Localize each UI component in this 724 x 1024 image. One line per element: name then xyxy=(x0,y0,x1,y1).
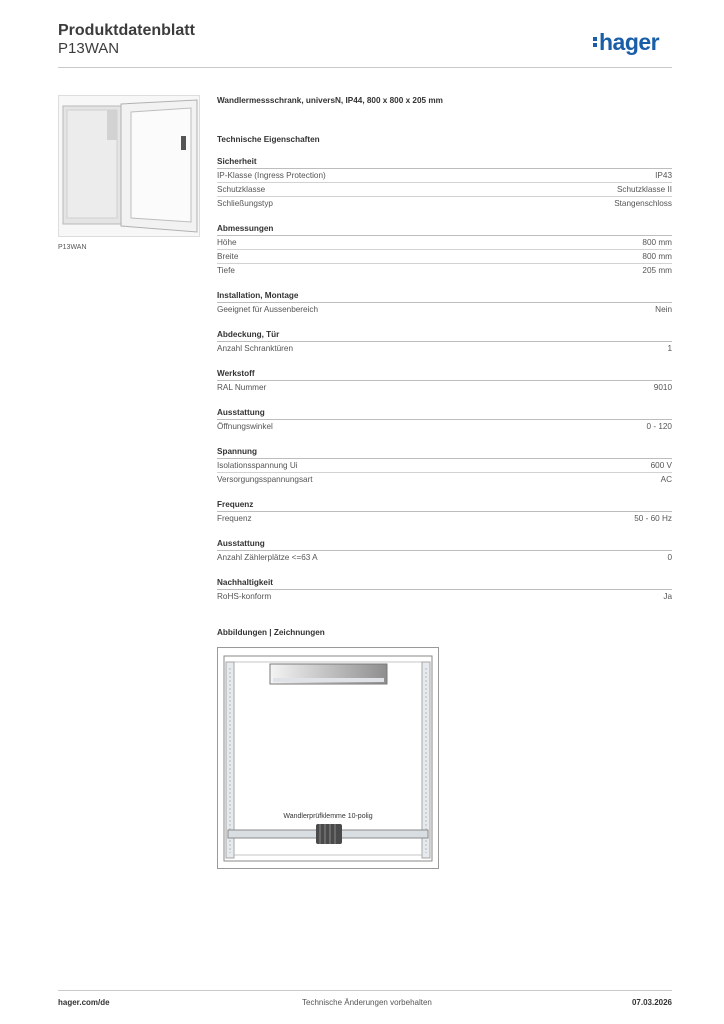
section-gap xyxy=(217,487,672,500)
drawings-heading: Abbildungen | Zeichnungen xyxy=(217,628,325,637)
section-gap xyxy=(217,356,672,369)
spec-row xyxy=(217,236,672,250)
section-title: Nachhaltigkeit xyxy=(217,578,672,590)
spec-label: RoHS-konform xyxy=(217,592,272,601)
header-divider xyxy=(58,67,672,68)
spec-row xyxy=(217,420,672,434)
photo-caption: P13WAN xyxy=(58,244,87,251)
section-gap xyxy=(217,526,672,539)
section-gap xyxy=(217,604,672,617)
spec-value: AC xyxy=(660,475,672,484)
spec-value: Schutzklasse II xyxy=(616,185,672,194)
spec-row xyxy=(217,264,672,278)
section-title: Abmessungen xyxy=(217,224,672,236)
footer-website-link[interactable]: hager.com/de xyxy=(58,998,110,1007)
spec-row xyxy=(217,590,672,604)
section-title: Ausstattung xyxy=(217,408,672,420)
spec-label: Öffnungswinkel xyxy=(217,422,273,431)
spec-label: Frequenz xyxy=(217,514,252,523)
spec-row xyxy=(217,512,672,526)
section-title: Frequenz xyxy=(217,500,672,512)
terminal-label: Wandlerprüfklemme 10-polig xyxy=(283,813,373,820)
spec-label: Anzahl Schranktüren xyxy=(217,344,294,353)
cabinet-drawing-icon xyxy=(218,648,438,868)
spec-row xyxy=(217,342,672,356)
spec-label: Höhe xyxy=(217,238,237,247)
spec-value: 0 xyxy=(667,553,672,562)
section-title: Werkstoff xyxy=(217,369,672,381)
spec-sections xyxy=(217,157,672,617)
spec-row xyxy=(217,459,672,473)
product-photo xyxy=(58,95,200,237)
spec-value: 800 mm xyxy=(642,252,672,261)
spec-label: Breite xyxy=(217,252,239,261)
section-title: Sicherheit xyxy=(217,157,672,169)
logo-dots-icon xyxy=(593,35,597,49)
spec-value: 9010 xyxy=(653,383,672,392)
section-gap xyxy=(217,565,672,578)
spec-row xyxy=(217,303,672,317)
spec-value: 1 xyxy=(667,344,672,353)
spec-row xyxy=(217,381,672,395)
spec-row xyxy=(217,551,672,565)
spec-value: 50 - 60 Hz xyxy=(634,514,672,523)
section-gap xyxy=(217,278,672,291)
cabinet-photo-icon xyxy=(59,96,199,236)
spec-row xyxy=(217,197,672,211)
spec-value: Stangenschloss xyxy=(614,199,672,208)
section-title: Installation, Montage xyxy=(217,291,672,303)
product-code: P13WAN xyxy=(58,40,120,57)
footer-disclaimer: Technische Änderungen vorbehalten xyxy=(302,998,432,1007)
spec-row xyxy=(217,473,672,487)
spec-label: RAL Nummer xyxy=(217,383,267,392)
section-title: Ausstattung xyxy=(217,539,672,551)
spec-label: Geeignet für Aussenbereich xyxy=(217,305,319,314)
footer-date: 07.03.2026 xyxy=(631,998,672,1007)
logo-text: hager xyxy=(599,29,660,55)
footer-divider xyxy=(58,990,672,991)
spec-label: Isolationsspannung Ui xyxy=(217,461,298,470)
section-gap xyxy=(217,395,672,408)
spec-value: Ja xyxy=(663,592,672,601)
spec-label: Schutzklasse xyxy=(217,185,266,194)
spec-label: Anzahl Zählerplätze <=63 A xyxy=(217,553,318,562)
section-gap xyxy=(217,434,672,447)
technical-drawing xyxy=(217,647,439,869)
spec-value: 800 mm xyxy=(642,238,672,247)
spec-value: 205 mm xyxy=(642,266,672,275)
spec-value: 600 V xyxy=(650,461,672,470)
tech-heading: Technische Eigenschaften xyxy=(217,135,320,144)
spec-row xyxy=(217,250,672,264)
spec-label: Schließungstyp xyxy=(217,199,273,208)
spec-value: IP43 xyxy=(655,171,672,180)
spec-row xyxy=(217,183,672,197)
product-title: Wandlermessschrank, universN, IP44, 800 x 800 x 205 mm xyxy=(217,96,443,105)
spec-value: Nein xyxy=(655,305,672,314)
spec-row xyxy=(217,169,672,183)
section-title: Abdeckung, Tür xyxy=(217,330,672,342)
page-title: Produktdatenblatt xyxy=(58,22,195,39)
section-gap xyxy=(217,317,672,330)
spec-area xyxy=(217,96,672,617)
section-gap xyxy=(217,211,672,224)
spec-label: Versorgungsspannungsart xyxy=(217,475,313,484)
section-title: Spannung xyxy=(217,447,672,459)
spec-label: IP-Klasse (Ingress Protection) xyxy=(217,171,326,180)
spec-value: 0 - 120 xyxy=(646,422,672,431)
hager-logo[interactable] xyxy=(593,29,659,56)
spec-label: Tiefe xyxy=(217,266,235,275)
